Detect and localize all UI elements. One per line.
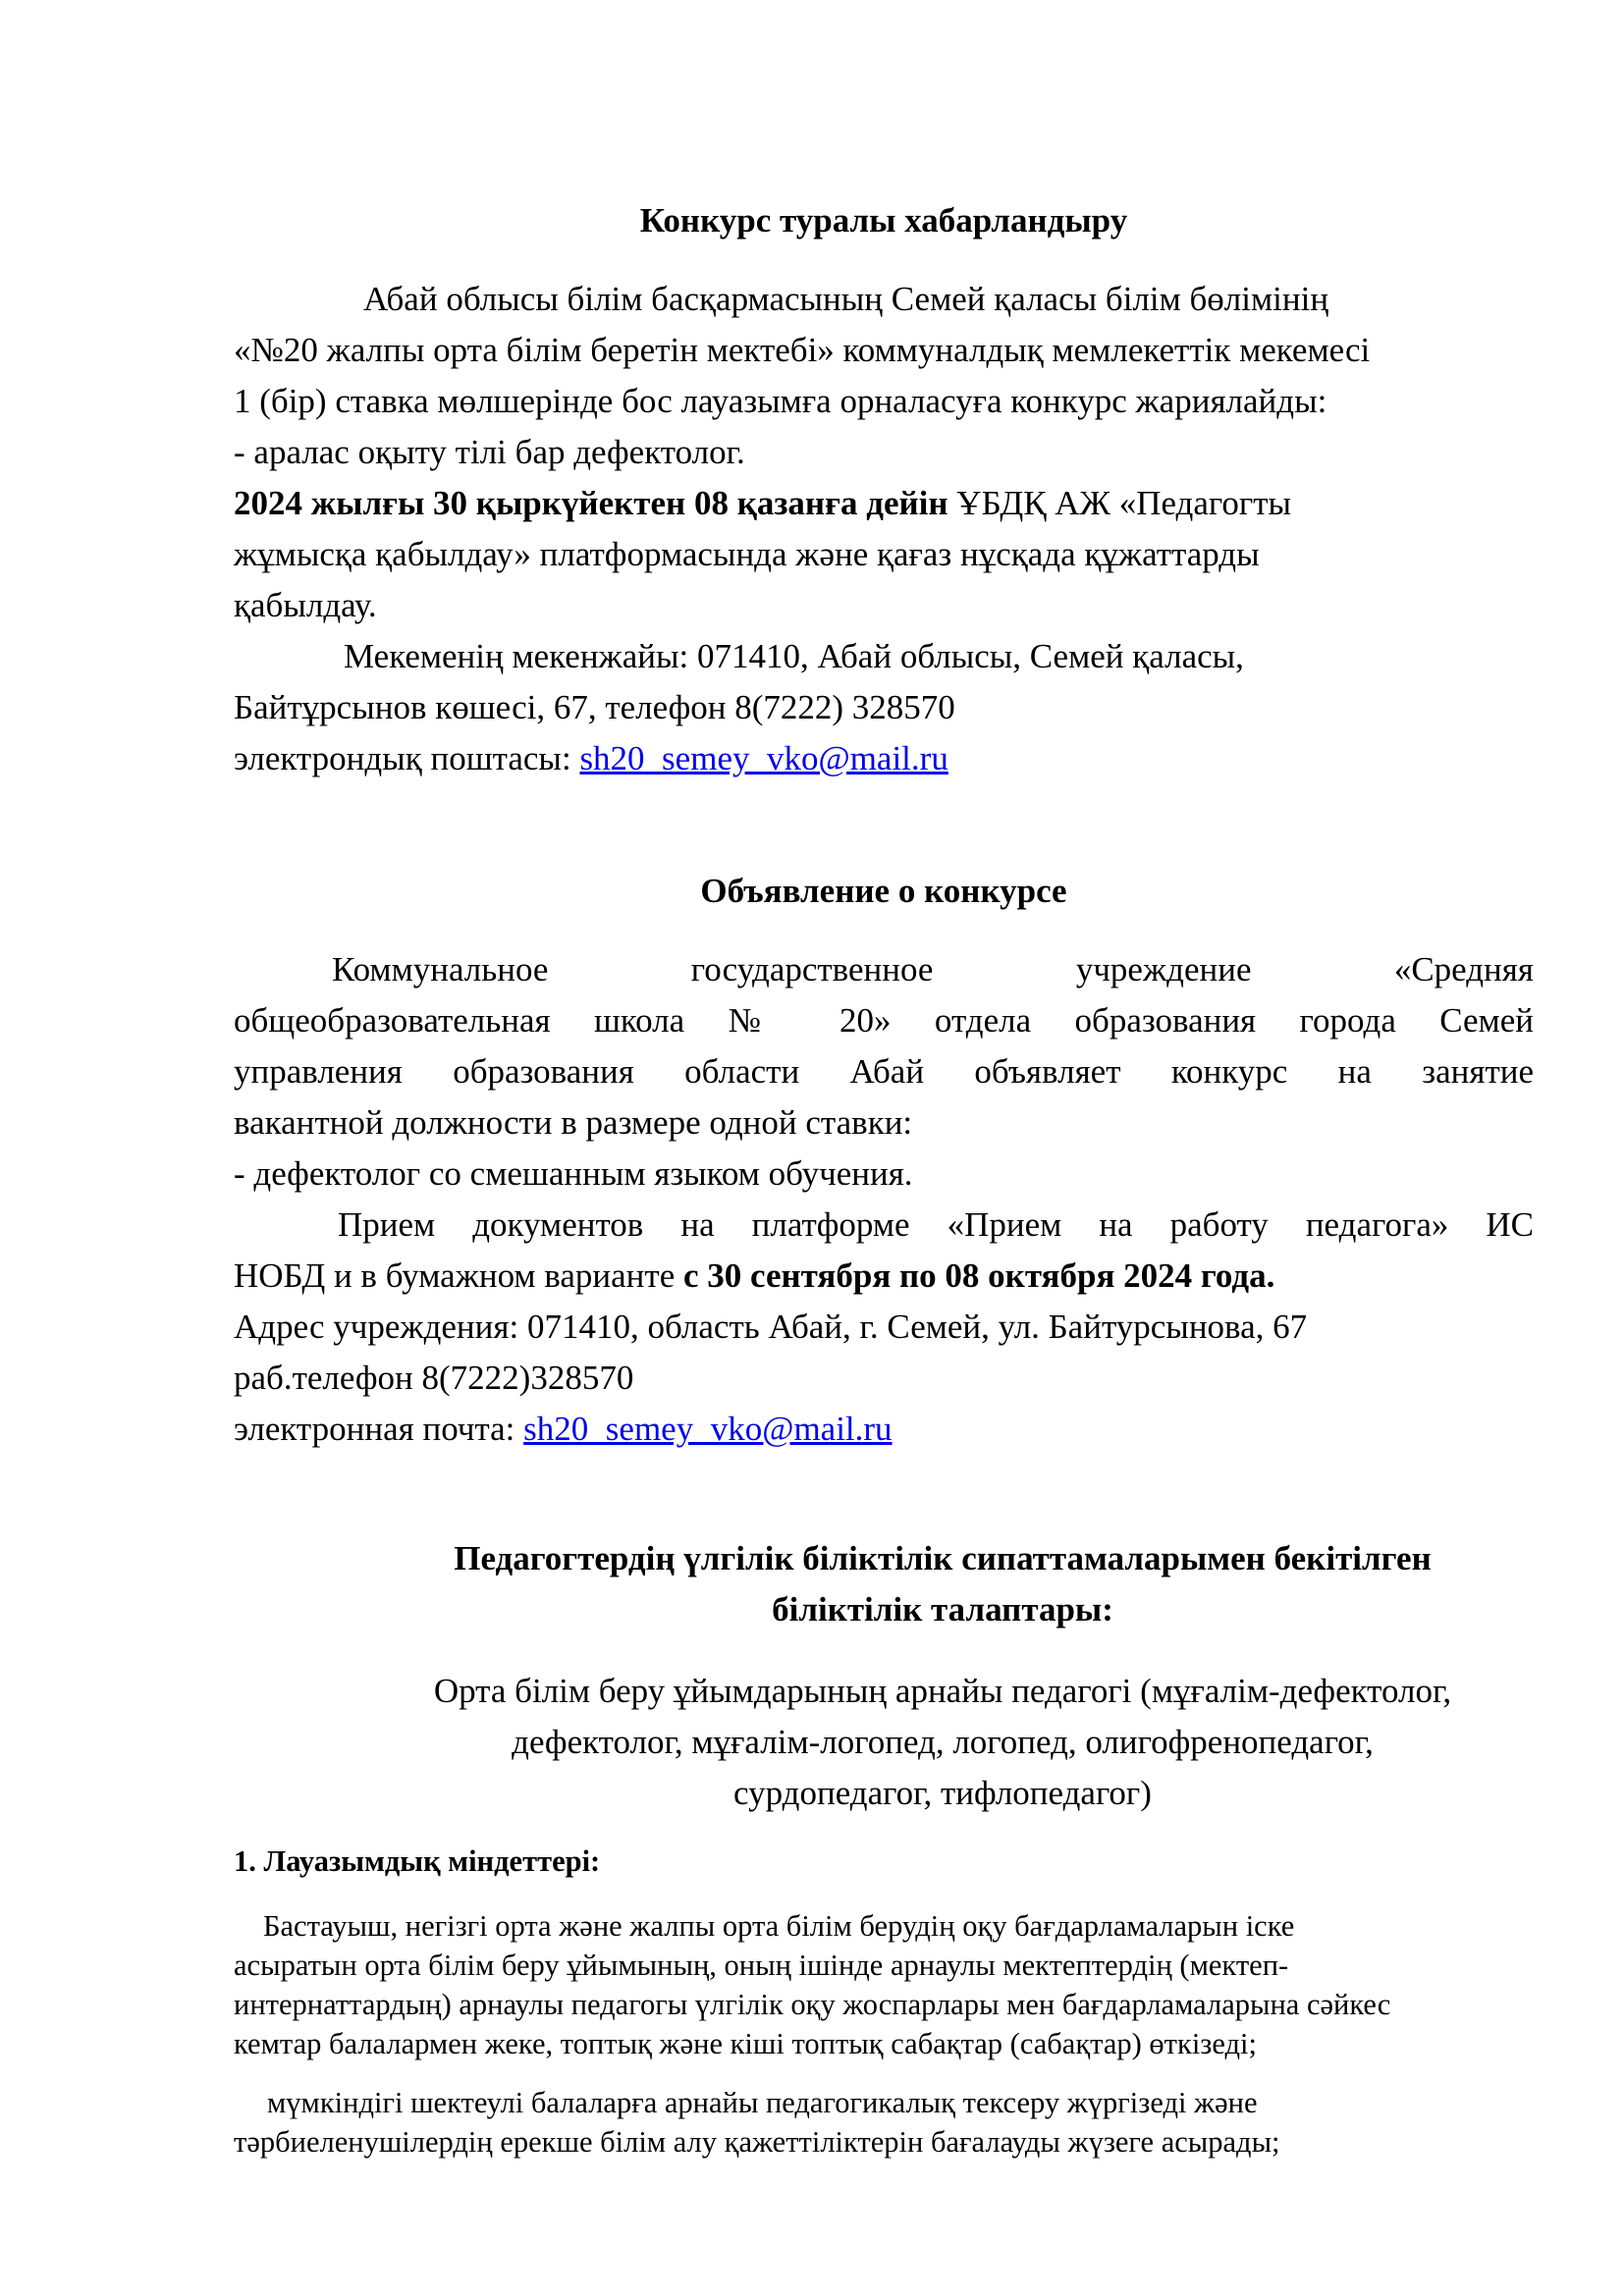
req-subtitle-line-1: Орта білім беру ұйымдарының арнайы педагогі (мұғалім-дефектолог, [433,1672,1452,1710]
req-p1-line-2: асыратын орта білім беру ұйымының, оның ішінде арнаулы мектептердің (мектеп- [234,1949,1289,1982]
req-p2-line-2: тәрбиеленушілердің ерекше білім алу қажеттіліктерін бағалауды жүзеге асырады; [234,2125,1280,2159]
ru-position: - дефектолог со смешанным языком обучения. [234,1154,913,1193]
kk-email-link[interactable]: sh20_semey_vko@mail.ru [579,739,948,777]
req-paragraph-1 [234,1906,1534,2063]
kk-intro-line-2: «№20 жалпы орта білім беретін мектебі» коммуналдық мемлекеттік мекемесі [234,331,1371,369]
req-section-heading: 1. Лауазымдық міндеттері: [234,1844,601,1878]
kk-intro-line-1: Абай облысы білім басқармасының Семей қаласы білім бөлімінің [363,280,1329,318]
req-title [234,1533,1534,1635]
req-subtitle [234,1666,1534,1819]
kk-intro [234,274,1534,784]
ru-intro-line-4: вакантной должности в размере одной ставки: [234,1103,913,1142]
kk-dates-line-1 [234,478,1534,529]
ru-phone: раб.телефон 8(7222)328570 [234,1359,634,1397]
req-p1-line-1: Бастауыш, негізгі орта және жалпы орта білім берудің оқу бағдарламаларын іске [263,1909,1295,1943]
ru-docs-line-2 [234,1251,1534,1302]
req-paragraph-2 [234,2083,1534,2162]
ru-intro-line-3: управления образования области Абай объявляет конкурс на занятие [234,1052,1534,1091]
req-p1-line-3: интернаттардың) арнаулы педагогы үлгілік оқу жоспарлары мен бағдарламаларына сәйкес [234,1988,1391,2021]
ru-intro-line-2: общеобразовательная школа № 20» отдела образования города Семей [234,1001,1534,1040]
kk-dates-rest: ҰБДҚ АЖ «Педагогты [947,484,1292,522]
kk-email-line [234,733,1534,784]
req-p1-line-4: кемтар балалармен жеке, топтық және кіші топтық сабақтар (сабақтар) өткізеді; [234,2027,1257,2060]
req-title-line-1: Педагогтердің үлгілік біліктілік сипаттамаларымен бекітілген [454,1539,1432,1577]
req-subtitle-line-2: дефектолог, мұғалім-логопед, логопед, олигофренопедагог, [512,1723,1374,1761]
kk-address-line-2: Байтұрсынов көшесі, 67, телефон 8(7222) 328570 [234,688,955,726]
ru-email-link[interactable]: sh20_semey_vko@mail.ru [523,1410,893,1448]
ru-docs-plain: НОБД и в бумажном варианте [234,1256,683,1295]
kk-title: Конкурс туралы хабарландыру [639,201,1128,240]
ru-docs-bold: с 30 сентября по 08 октября 2024 года. [682,1256,1275,1295]
ru-address: Адрес учреждения: 071410, область Абай, г. Семей, ул. Байтурсынова, 67 [234,1308,1308,1346]
req-subtitle-line-3: сурдопедагог, тифлопедагог) [733,1774,1152,1812]
ru-email-label: электронная почта: [234,1410,524,1448]
ru-email-line [234,1404,1534,1455]
req-title-line-2: біліктілік талаптары: [772,1590,1113,1629]
kk-intro-line-3: 1 (бір) ставка мөлшерінде бос лауазымға орналасуға конкурс жариялайды: [234,382,1327,420]
ru-intro-line-1: Коммунальное государственное учреждение «Средняя [332,950,1534,988]
req-p2-line-1: мүмкіндігі шектеулі балаларға арнайы педагогикалық тексеру жүргізеді және [267,2086,1258,2119]
kk-email-label: электрондық поштасы: [234,739,580,777]
kk-dates-line-3: қабылдау. [234,586,377,624]
ru-docs-line-1: Прием документов на платформе «Прием на работу педагога» ИС [338,1205,1534,1244]
kk-position: - аралас оқыту тілі бар дефектолог. [234,433,745,471]
kk-address-line-1: Мекеменің мекенжайы: 071410, Абай облысы, Семей қаласы, [344,637,1244,675]
kk-dates-bold: 2024 жылғы 30 қыркүйектен 08 қазанға дейін [234,484,948,522]
kk-dates-line-2: жұмысқа қабылдау» платформасында және қағаз нұсқада құжаттарды [234,535,1260,573]
ru-title: Объявление о конкурсе [700,872,1067,910]
ru-intro [234,944,1534,1455]
